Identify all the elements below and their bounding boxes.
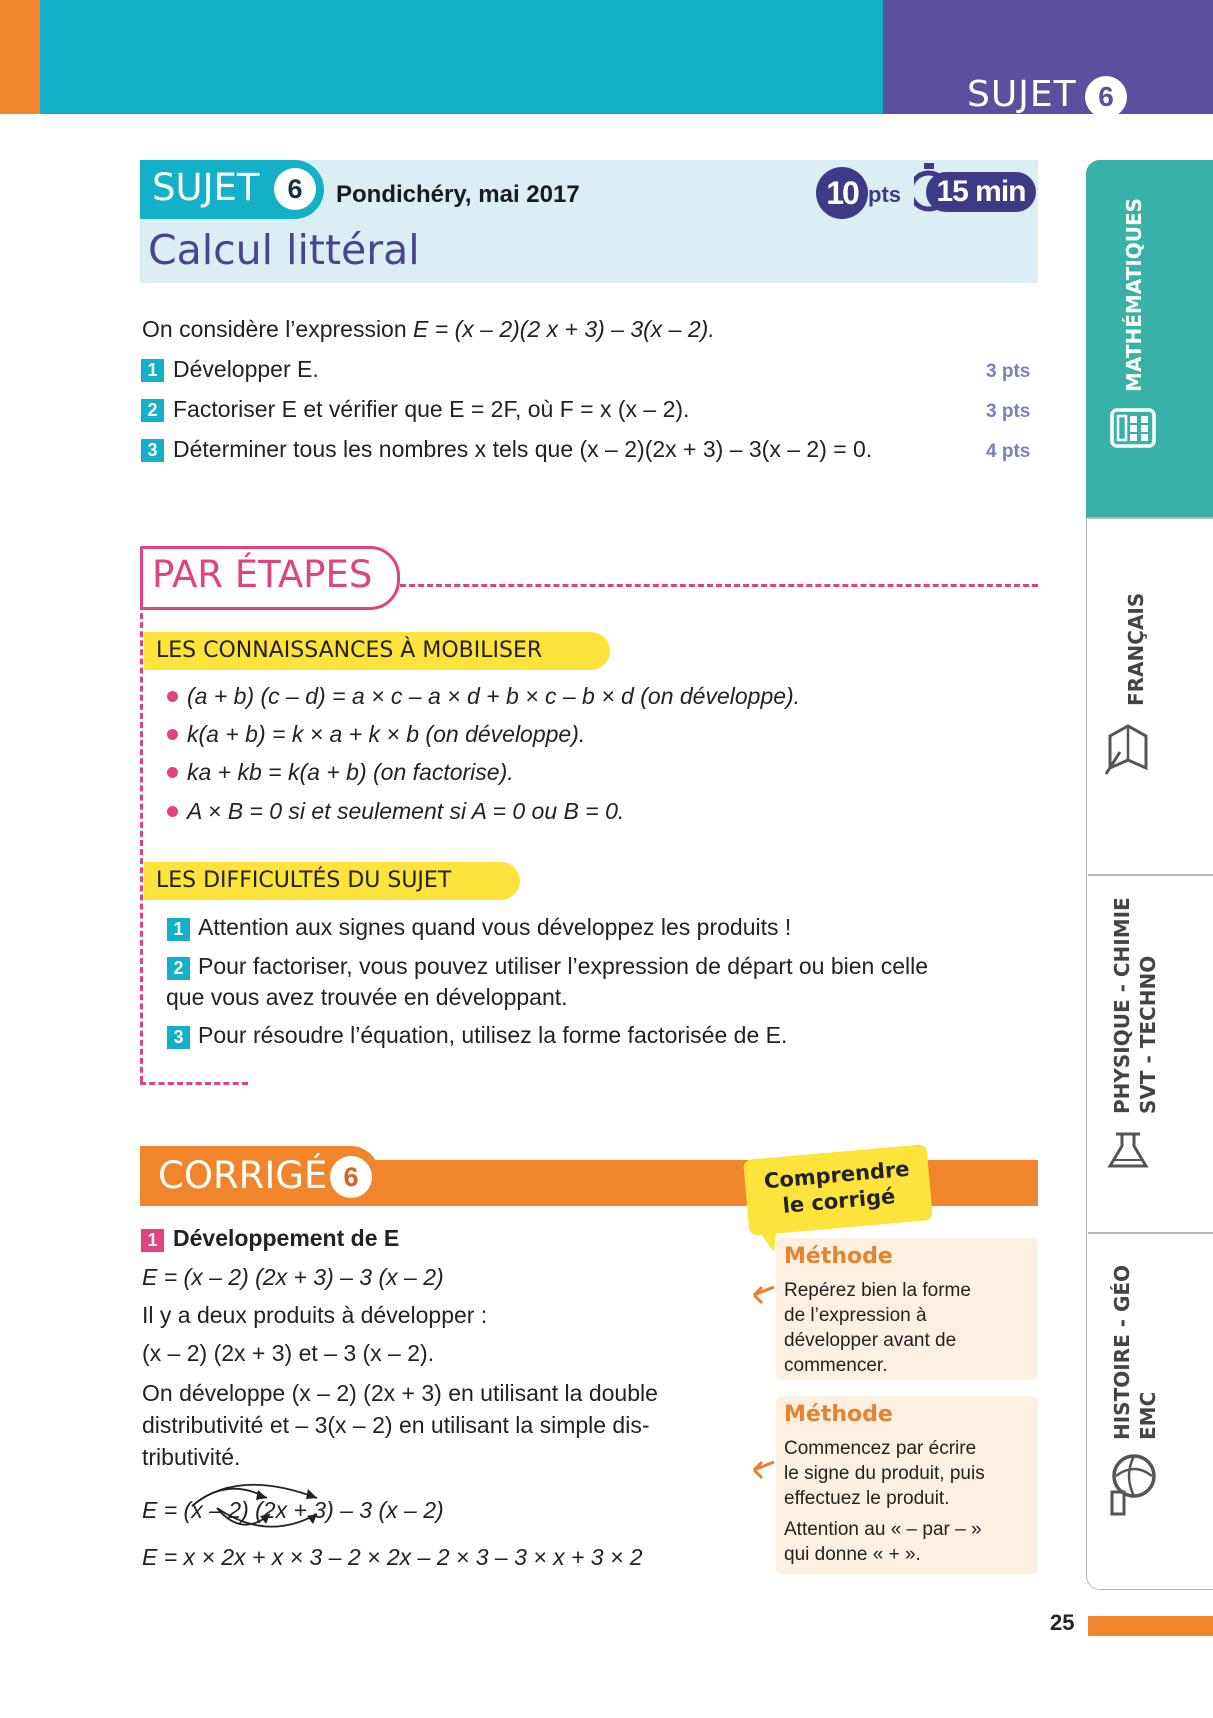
corrige-line-8: E = x × 2x + x × 3 – 2 × 2x – 2 × 3 – 3 × x + 3 × 2 (142, 1544, 643, 1570)
header-sujet-label: SUJET (967, 74, 1077, 115)
method-2-line: effectuez le produit. (784, 1488, 950, 1509)
points-value: 10 (816, 167, 868, 219)
method-2-text (784, 1436, 985, 1567)
method-2-title: Méthode (784, 1402, 893, 1427)
corrige-line-3: (x – 2) (2x + 3) et – 3 (x – 2). (142, 1340, 435, 1366)
method-1-line: développer avant de (784, 1330, 957, 1351)
header-sujet-number: 6 (1085, 76, 1127, 118)
method-1-line: commencer. (784, 1355, 888, 1376)
par-etapes-title: PAR ÉTAPES (152, 553, 373, 596)
top-band-cyan (40, 0, 883, 114)
page-number-bar (1088, 1616, 1213, 1636)
method-2-line: Attention au « – par – » (784, 1519, 982, 1540)
statement-intro-text: On considère l’expression (142, 316, 414, 342)
corrige-section-title: Développement de E (173, 1225, 400, 1251)
corrige-line-1: E = (x – 2) (2x + 3) – 3 (x – 2) (142, 1264, 444, 1290)
duration-pill: 15 min (926, 172, 1036, 212)
difficulty-2-line1: Pour factoriser, vous pouvez utiliser l’expression de départ ou bien celle (198, 953, 929, 979)
comprendre-badge (743, 1144, 933, 1236)
subject-number: 6 (274, 168, 316, 210)
difficulty-2-line2: que vous avez trouvée en développant. (166, 984, 568, 1010)
corrige-line-4: On développe (x – 2) (2x + 3) en utilisant la double (142, 1380, 658, 1406)
comprendre-badge-line2: le corrigé (781, 1184, 897, 1218)
corrige-line-7: E = (x – 2) (2x + 3) – 3 (x – 2) (142, 1497, 444, 1523)
subject-label: SUJET (152, 166, 260, 209)
method-1-text (784, 1278, 971, 1378)
tab-divider (1088, 1232, 1213, 1234)
side-tab-francais-label[interactable]: FRANÇAIS (1124, 592, 1148, 706)
difficulty-number-3: 3 (167, 1026, 190, 1049)
bullet (167, 691, 178, 702)
method-2-line: qui donne « + ». (784, 1544, 921, 1565)
statement-expression: E = (x – 2)(2 x + 3) – 3(x – 2). (413, 316, 715, 342)
method-1-line: de l’expression à (784, 1305, 927, 1326)
knowledge-item-2: k(a + b) = k × a + k × b (on développe). (187, 721, 586, 747)
method-2-line: le signe du produit, puis (784, 1463, 985, 1484)
comprendre-badge-line1: Comprendre (762, 1156, 911, 1194)
bullet (167, 806, 178, 817)
bullet (167, 729, 178, 740)
flask-icon (1102, 1130, 1154, 1170)
bullet (167, 767, 178, 778)
side-tab-physique-line2: SVT - TECHNO (1136, 955, 1160, 1114)
method-2-line: Commencez par écrire (784, 1438, 977, 1459)
question-3-text: Déterminer tous les nombres x tels que (x – 2)(2x + 3) – 3(x – 2) = 0. (173, 436, 873, 462)
calculator-icon (1110, 408, 1156, 448)
question-1-text: Développer E. (173, 356, 319, 382)
corrige-line-5: distributivité et – 3(x – 2) en utilisant la simple dis- (142, 1412, 650, 1438)
subject-title: Calcul littéral (148, 226, 420, 274)
tab-divider (1088, 874, 1213, 876)
statement-intro (142, 316, 715, 343)
question-number-3: 3 (141, 439, 164, 462)
question-number-1: 1 (141, 359, 164, 382)
arrow-left-icon (748, 1458, 776, 1480)
arrow-left-icon (748, 1283, 776, 1305)
par-etapes-divider (400, 584, 1038, 587)
knowledge-item-4: A × B = 0 si et seulement si A = 0 ou B = 0. (187, 798, 625, 824)
corrige-line-6: tributivité. (142, 1444, 241, 1470)
subject-source: Pondichéry, mai 2017 (336, 181, 580, 208)
points-word: pts (868, 182, 901, 207)
knowledge-title: LES CONNAISSANCES À MOBILISER (144, 632, 610, 670)
book-pen-icon (1104, 716, 1152, 776)
method-1-title: Méthode (784, 1244, 893, 1269)
side-tab-math-label: MATHÉMATIQUES (1122, 197, 1146, 392)
globe-icon (1106, 1452, 1156, 1516)
question-number-2: 2 (141, 399, 164, 422)
corrige-number: 6 (330, 1156, 372, 1198)
top-band-orange (0, 0, 40, 114)
question-2-text: Factoriser E et vérifier que E = 2F, où F = x (x – 2). (173, 396, 690, 422)
method-1-line: Repérez bien la forme (784, 1280, 971, 1301)
question-1-points: 3 pts (986, 361, 1031, 382)
tab-divider (1088, 517, 1213, 519)
page-number: 25 (1050, 1610, 1075, 1635)
difficulty-1-text: Attention aux signes quand vous développez les produits ! (198, 914, 792, 940)
par-etapes-bottom-border (140, 1082, 248, 1085)
side-tab-math[interactable] (1086, 160, 1213, 518)
corrige-title: CORRIGÉ (158, 1154, 328, 1197)
difficulty-number-2: 2 (167, 957, 190, 980)
corrige-section-number: 1 (141, 1229, 164, 1252)
difficulties-title: LES DIFFICULTÉS DU SUJET (144, 862, 520, 900)
side-tab-histoire-line2: EMC (1136, 1391, 1160, 1440)
corrige-line-2: Il y a deux produits à développer : (142, 1302, 488, 1328)
question-2-points: 3 pts (986, 401, 1031, 422)
side-tab-physique-line1[interactable]: PHYSIQUE - CHIMIE (1110, 897, 1134, 1114)
difficulty-number-1: 1 (167, 918, 190, 941)
side-tab-histoire-line1[interactable]: HISTOIRE - GÉO (1110, 1264, 1134, 1440)
par-etapes-left-border (140, 604, 143, 1082)
knowledge-item-3: ka + kb = k(a + b) (on factorise). (187, 759, 514, 785)
question-3-points: 4 pts (986, 441, 1031, 462)
difficulty-3-text: Pour résoudre l’équation, utilisez la forme factorisée de E. (198, 1022, 788, 1048)
knowledge-item-1: (a + b) (c – d) = a × c – a × d + b × c – b × d (on développe). (187, 683, 801, 709)
